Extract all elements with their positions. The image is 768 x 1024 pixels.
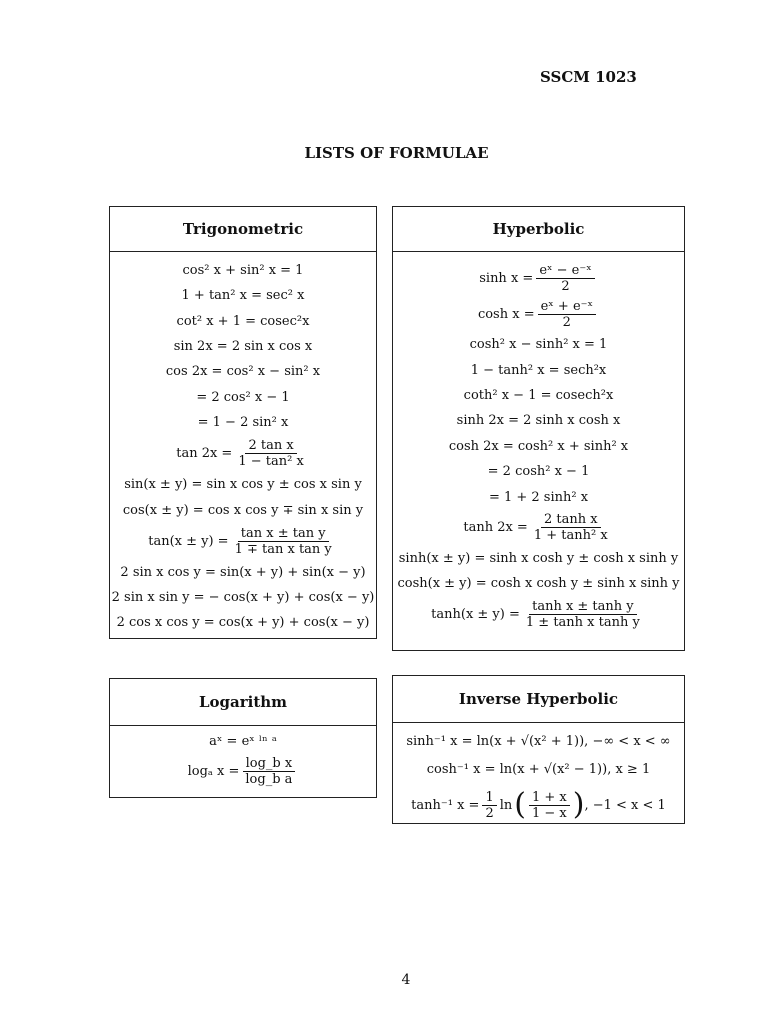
formula-row: 2 cos x cos y = cos(x + y) + cos(x − y) <box>116 615 370 631</box>
formula-row: = 2 cos² x − 1 <box>196 389 290 405</box>
formula-row: aˣ = eˣ ˡⁿ ᵃ <box>209 733 277 749</box>
fraction-denominator: 1 + tanh² x <box>533 528 608 544</box>
trigonometric-panel <box>109 206 377 639</box>
fraction-denominator: 2 <box>561 278 570 294</box>
page-number: 4 <box>401 972 411 988</box>
logarithm-formulae <box>110 726 376 790</box>
inverse-hyperbolic-panel <box>392 675 685 824</box>
formula-lhs: logₐ x = <box>187 763 240 779</box>
formula-row: cosh² x − sinh² x = 1 <box>469 337 608 353</box>
fraction-numerator: 1 + x <box>529 791 570 806</box>
fraction <box>538 300 596 329</box>
formula-row: sinh 2x = 2 sinh x cosh x <box>456 413 621 429</box>
formula-row: 1 − tanh² x = sech²x <box>470 362 607 378</box>
inverse-hyperbolic-heading: Inverse Hyperbolic <box>393 676 684 723</box>
fraction-denominator: 2 <box>485 805 494 821</box>
formula-row: 2 sin x cos y = sin(x + y) + sin(x − y) <box>120 564 366 580</box>
right-paren: ) <box>572 787 585 822</box>
document-title: LISTS OF FORMULAE <box>304 144 489 162</box>
left-paren: ( <box>514 787 526 822</box>
fraction-numerator: 2 tanh x <box>541 513 601 528</box>
formula-row: cos(x ± y) = cos x cos y ∓ sin x sin y <box>122 502 364 518</box>
fraction <box>536 264 594 293</box>
formula-row: sinh(x ± y) = sinh x cosh y ± cosh x sinh y <box>398 550 679 566</box>
formula-row: = 1 − 2 sin² x <box>197 414 289 430</box>
fraction <box>242 757 295 786</box>
formula-lhs: tan(x ± y) = <box>148 533 229 549</box>
formula-row-fraction <box>479 260 598 296</box>
formula-lhs: tanh 2x = <box>463 520 528 536</box>
formula-row-fraction <box>478 296 599 332</box>
domain-condition: , −1 < x < 1 <box>584 797 666 813</box>
formula-row-fraction <box>148 523 338 560</box>
formula-row: cos 2x = cos² x − sin² x <box>165 364 321 380</box>
fraction-denominator: 1 ∓ tan x tan y <box>234 541 332 557</box>
hyperbolic-heading: Hyperbolic <box>393 207 684 252</box>
formula-row: sin 2x = 2 sin x cos x <box>173 339 313 355</box>
trigonometric-heading: Trigonometric <box>110 207 376 252</box>
fraction-denominator: 1 − x <box>531 805 567 821</box>
hyperbolic-panel <box>392 206 685 651</box>
fraction <box>531 513 611 542</box>
fraction-denominator: 1 ± tanh x tanh y <box>525 615 640 631</box>
formula-row: = 2 cosh² x − 1 <box>487 464 590 480</box>
fraction <box>482 791 496 820</box>
inverse-hyperbolic-formulae <box>393 723 684 827</box>
formula-lhs: tanh(x ± y) = <box>431 607 520 623</box>
formula-row: 1 + tan² x = sec² x <box>181 288 305 304</box>
fraction-numerator: tanh x ± tanh y <box>529 600 637 615</box>
formula-row: cos² x + sin² x = 1 <box>182 263 304 279</box>
fraction-denominator: 1 − tan² x <box>238 454 304 470</box>
fraction-denominator: log_b a <box>245 771 293 787</box>
formula-row: sin(x ± y) = sin x cos y ± cos x sin y <box>124 477 362 493</box>
formula-lhs: sinh x = <box>479 270 534 286</box>
formula-row: cosh 2x = cosh² x + sinh² x <box>448 438 629 454</box>
formula-row: cosh(x ± y) = cosh x cosh y ± sinh x sinh y <box>397 576 680 592</box>
fraction <box>235 439 306 468</box>
formula-row: cot² x + 1 = cosec²x <box>176 313 310 329</box>
course-code: SSCM 1023 <box>540 68 637 86</box>
formula-row: cosh⁻¹ x = ln(x + √(x² − 1)), x ≥ 1 <box>426 761 651 777</box>
ln-operator: ln <box>499 797 513 813</box>
logarithm-heading: Logarithm <box>110 679 376 726</box>
formula-lhs: tan 2x = <box>176 446 233 462</box>
fraction-denominator: 2 <box>562 314 571 330</box>
fraction-numerator: 2 tan x <box>245 439 296 454</box>
formula-row-fraction <box>188 752 299 790</box>
formula-lhs: tanh⁻¹ x = <box>411 797 480 813</box>
formula-row: sinh⁻¹ x = ln(x + √(x² + 1)), −∞ < x < ∞ <box>406 733 671 749</box>
fraction <box>529 791 570 820</box>
fraction <box>232 527 335 556</box>
fraction-numerator: eˣ + e⁻ˣ <box>538 300 596 315</box>
formula-row-fraction <box>431 597 646 633</box>
trigonometric-formulae <box>110 252 376 636</box>
formula-lhs: cosh x = <box>477 306 535 322</box>
formula-row: = 1 + 2 sinh² x <box>488 489 589 505</box>
formula-row: 2 sin x sin y = − cos(x + y) + cos(x − y) <box>111 590 375 606</box>
fraction-numerator: 1 <box>482 791 496 806</box>
formula-row: coth² x − 1 = cosech²x <box>463 387 614 403</box>
logarithm-panel <box>109 678 377 798</box>
formula-row-fraction <box>176 435 310 472</box>
fraction <box>523 600 643 629</box>
fraction-numerator: eˣ − e⁻ˣ <box>536 264 594 279</box>
fraction-numerator: log_b x <box>243 757 296 772</box>
formula-row-fraction <box>463 510 613 546</box>
hyperbolic-formulae <box>393 252 684 633</box>
fraction-numerator: tan x ± tan y <box>238 527 329 542</box>
formula-row-fraction <box>411 783 666 827</box>
